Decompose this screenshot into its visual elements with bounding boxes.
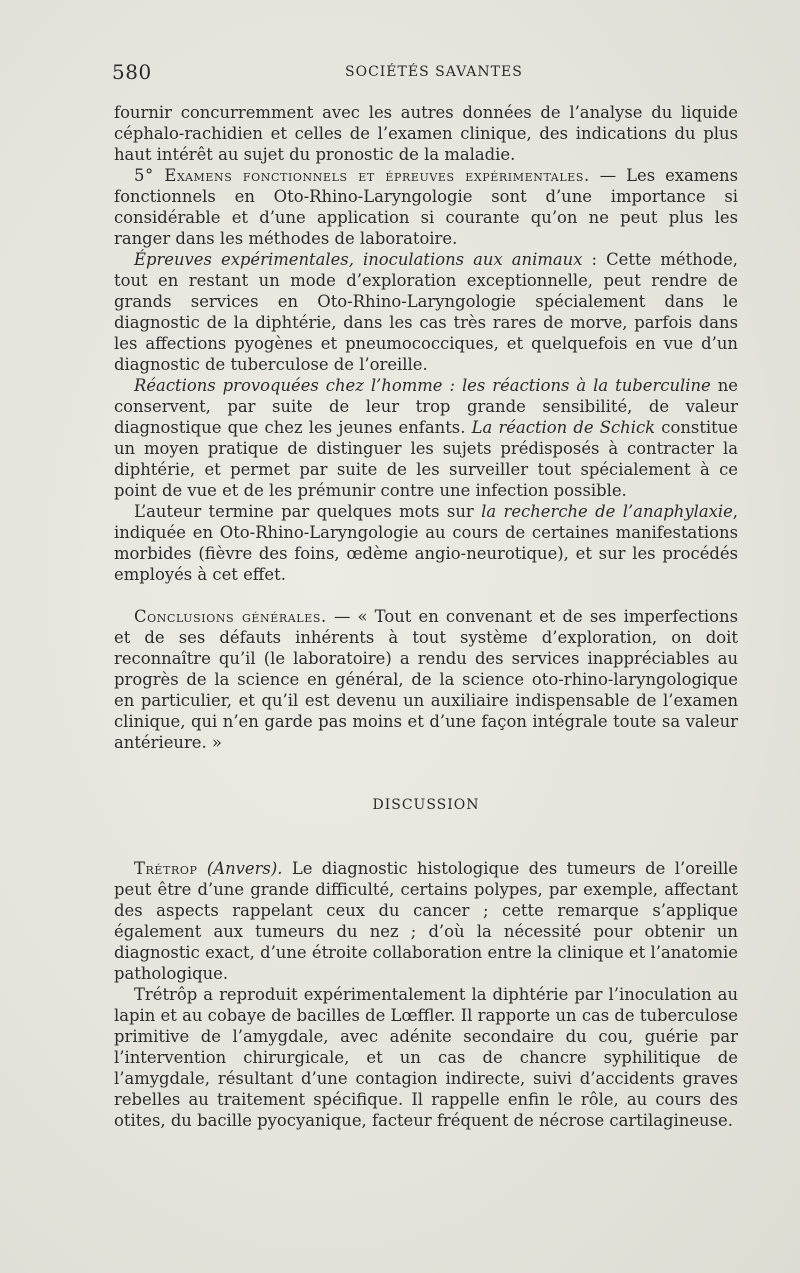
paragraph-text: fournir concurremment avec les autres données de l’analyse du liquide céphalo-rachidien et celles de l’examen clinique, des indications du plus haut intérêt au sujet du pronostic de la maladie. bbox=[114, 103, 738, 164]
speaker-place: (Anvers). bbox=[197, 859, 283, 878]
paragraph-reactions bbox=[114, 375, 738, 501]
paragraph-text: L’auteur termine par quelques mots sur bbox=[134, 502, 482, 521]
italic-term: la recherche de l’anaphylaxie bbox=[481, 502, 733, 521]
section-lead: 5° Examens fonctionnels et épreuves expérimentales. bbox=[134, 166, 590, 185]
paragraph-anaphylaxie bbox=[114, 501, 738, 585]
paragraph-text: , indiquée en Oto-Rhino-Laryngologie au cours de certaines manifestations morbides (fièvre des foins, œdème angio-neurotique), et sur les procédés employés à cet effet. bbox=[114, 502, 738, 584]
italic-term: La réaction de Schick bbox=[471, 418, 656, 437]
spacer bbox=[114, 816, 738, 858]
paragraph-text: : Cette méthode, tout en restant un mode d’exploration exceptionnelle, peut rendre de grands services en Oto-Rhino-Laryngologie spécialement dans le diagnostic de la diphtérie, dans les cas très rares de morve, parfois dans les affections pyogènes et pneumococciques, et quelquefois en vue d’un diagnostic de tuberculose de l’oreille. bbox=[114, 250, 738, 374]
paragraph-text: — Les examens fonctionnels en Oto-Rhino-Laryngologie sont d’une importance si considérable et d’une application si courante qu’on ne peut plus les ranger dans les méthodes de laboratoire. bbox=[114, 166, 738, 248]
paragraph-tretrop bbox=[114, 858, 738, 984]
paragraph-text: ne conservent, par suite de leur trop grande sensibilité, de valeur diagnostique que chez les jeunes enfants. bbox=[114, 376, 738, 437]
discussion-heading: DISCUSSION bbox=[372, 797, 480, 813]
running-head: SOCIÉTÉS SAVANTES bbox=[345, 64, 523, 80]
page-number: 580 bbox=[112, 60, 152, 84]
page-header bbox=[112, 60, 738, 86]
speaker-name: Trétrop bbox=[134, 859, 198, 878]
paragraph-text: constitue un moyen pratique de distinguer les sujets prédisposés à contracter la diphtérie, et permet par suite de les surveiller tout spécialement à ce point de vue et de les prémunir contre une infection possible. bbox=[114, 418, 738, 500]
body-text bbox=[114, 102, 738, 1131]
paragraph-examens-fonctionnels bbox=[114, 165, 738, 249]
spacer bbox=[114, 753, 738, 795]
spacer bbox=[114, 585, 738, 606]
paragraph-text: Le diagnostic histologique des tumeurs de l’oreille peut être d’une grande difficulté, certains polypes, par exemple, affectant des aspects rappelant ceux du cancer ; cette remarque s’applique également aux tumeurs du nez ; d’où la nécessité pour obtenir un diagnostic exact, d’une étroite collaboration entre la clinique et l’anatomie pathologique. bbox=[114, 859, 739, 983]
section-lead: Conclusions générales. bbox=[134, 607, 327, 626]
paragraph-diphterie bbox=[114, 984, 738, 1131]
italic-lead: Épreuves expérimentales, inoculations aux animaux bbox=[134, 250, 583, 269]
paragraph-epreuves bbox=[114, 249, 738, 375]
paragraph-conclusions bbox=[114, 606, 738, 753]
paragraph-continuation bbox=[114, 102, 738, 165]
italic-lead: Réactions provoquées chez l’homme : les réactions à la tuberculine bbox=[134, 376, 711, 395]
paragraph-text: — « Tout en convenant et de ses imperfections et de ses défauts inhérents à tout système d’exploration, on doit reconnaître qu’il (le laboratoire) a rendu des services inappréciables au progrès de la science en général, de la science oto-rhino-laryngologique en particulier, et qu’il est devenu un auxiliaire indispensable de l’examen clinique, qui n’en garde pas moins et d’une façon intégrale toute sa valeur antérieure. » bbox=[114, 607, 738, 752]
paragraph-text: Trétrôp a reproduit expérimentalement la diphtérie par l’inoculation au lapin et au cobaye de bacilles de Lœffler. Il rapporte un cas de tuberculose primitive de l’amygdale, avec adénite secondaire du cou, guérie par l’intervention chirurgicale, et un cas de chancre syphilitique de l’amygdale, résultant d’une contagion indirecte, suivi d’accidents graves rebelles au traitement spécifique. Il rappelle enfin le rôle, au cours des otites, du bacille pyocyanique, facteur fréquent de nécrose cartilagineuse. bbox=[114, 985, 738, 1130]
